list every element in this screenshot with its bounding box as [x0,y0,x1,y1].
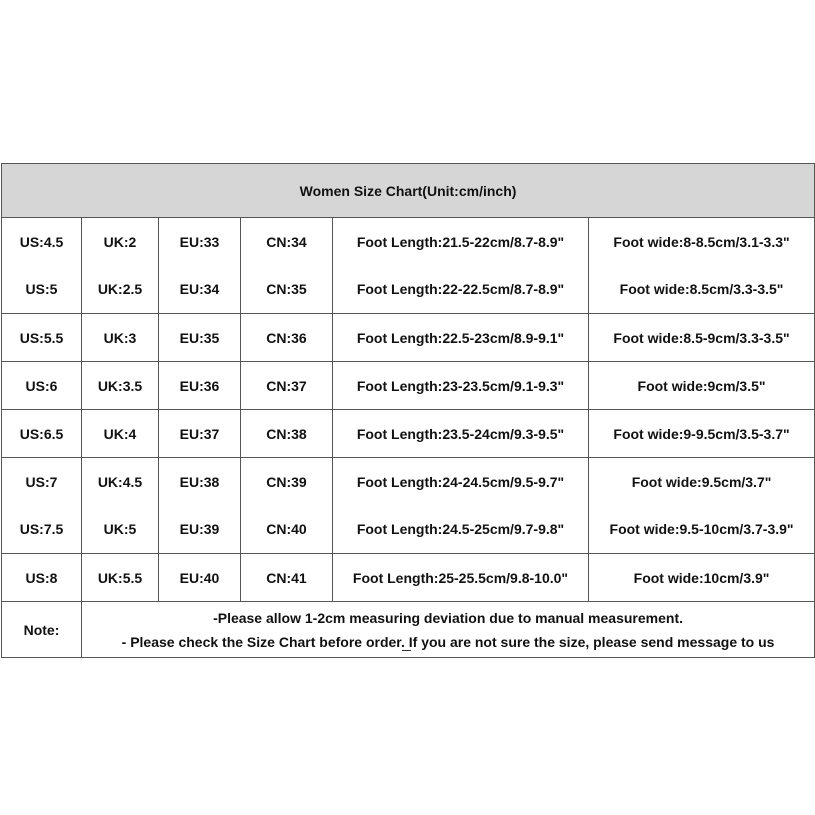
foot-length: Foot Length:24.5-25cm/9.7-9.8" [356,521,565,538]
eu-size: EU:35 [159,314,241,362]
foot-wide: Foot wide:9-9.5cm/3.5-3.7" [589,410,815,458]
uk-size: UK:2.5 [97,281,143,298]
table-row [2,314,815,362]
foot-length: Foot Length:22-22.5cm/8.7-8.9" [356,281,565,298]
eu-size-cell [159,458,241,554]
cn-size-cell [241,458,333,554]
foot-wide: Foot wide:8-8.5cm/3.1-3.3" [613,233,790,250]
foot-wide-cell [589,218,815,314]
cn-size: CN:39 [266,473,307,490]
us-size: US:6 [2,362,82,410]
foot-wide: Foot wide:8.5cm/3.3-3.5" [619,281,784,298]
cn-size: CN:41 [241,554,333,602]
foot-wide: Foot wide:9.5cm/3.7" [631,473,772,490]
eu-size: EU:40 [159,554,241,602]
cn-size: CN:34 [266,233,307,250]
us-size: US:4.5 [19,233,64,250]
foot-wide: Foot wide:8.5-9cm/3.3-3.5" [589,314,815,362]
us-size: US:7.5 [19,521,64,538]
uk-size-cell [82,458,159,554]
foot-wide-cell [589,458,815,554]
cn-size: CN:36 [241,314,333,362]
eu-size: EU:37 [159,410,241,458]
foot-length: Foot Length:24-24.5cm/9.5-9.7" [356,473,565,490]
foot-wide: Foot wide:10cm/3.9" [589,554,815,602]
eu-size-cell [159,218,241,314]
chart-title: Women Size Chart(Unit:cm/inch) [2,164,815,218]
us-size: US:6.5 [2,410,82,458]
foot-wide: Foot wide:9.5-10cm/3.7-3.9" [609,521,794,538]
cn-size: CN:37 [241,362,333,410]
eu-size: EU:39 [179,521,220,538]
cn-size: CN:40 [266,521,307,538]
uk-size: UK:4 [82,410,159,458]
us-size: US:8 [2,554,82,602]
note-line: - Please check the Size Chart before order. If you are not sure the size, please send message to us [121,633,775,650]
foot-length: Foot Length:25-25.5cm/9.8-10.0" [333,554,589,602]
uk-size-cell [82,218,159,314]
uk-size: UK:3 [82,314,159,362]
foot-length: Foot Length:23-23.5cm/9.1-9.3" [333,362,589,410]
table-row [2,458,815,554]
stray-mark [402,650,411,651]
table-row [2,218,815,314]
uk-size: UK:3.5 [82,362,159,410]
cn-size-cell [241,218,333,314]
note-label: Note: [2,602,82,658]
cn-size: CN:38 [241,410,333,458]
table-row [2,362,815,410]
uk-size: UK:5.5 [82,554,159,602]
cn-size: CN:35 [266,281,307,298]
note-line: -Please allow 1-2cm measuring deviation due to manual measurement. [213,609,683,626]
us-size-cell [2,218,82,314]
table-row [2,554,815,602]
eu-size: EU:33 [179,233,220,250]
eu-size: EU:34 [179,281,220,298]
uk-size: UK:5 [103,521,137,538]
foot-length-cell [333,218,589,314]
us-size-cell [2,458,82,554]
foot-length: Foot Length:22.5-23cm/8.9-9.1" [333,314,589,362]
foot-length: Foot Length:23.5-24cm/9.3-9.5" [333,410,589,458]
eu-size: EU:36 [159,362,241,410]
us-size: US:5 [25,281,58,298]
note-text-cell [82,602,815,658]
uk-size: UK:4.5 [97,473,143,490]
table-row [2,410,815,458]
title-row [2,164,815,218]
size-chart [1,163,814,658]
foot-length: Foot Length:21.5-22cm/8.7-8.9" [356,233,565,250]
uk-size: UK:2 [103,233,137,250]
us-size: US:5.5 [2,314,82,362]
foot-wide: Foot wide:9cm/3.5" [589,362,815,410]
size-table [1,163,815,658]
us-size: US:7 [25,473,58,490]
foot-length-cell [333,458,589,554]
eu-size: EU:38 [179,473,220,490]
